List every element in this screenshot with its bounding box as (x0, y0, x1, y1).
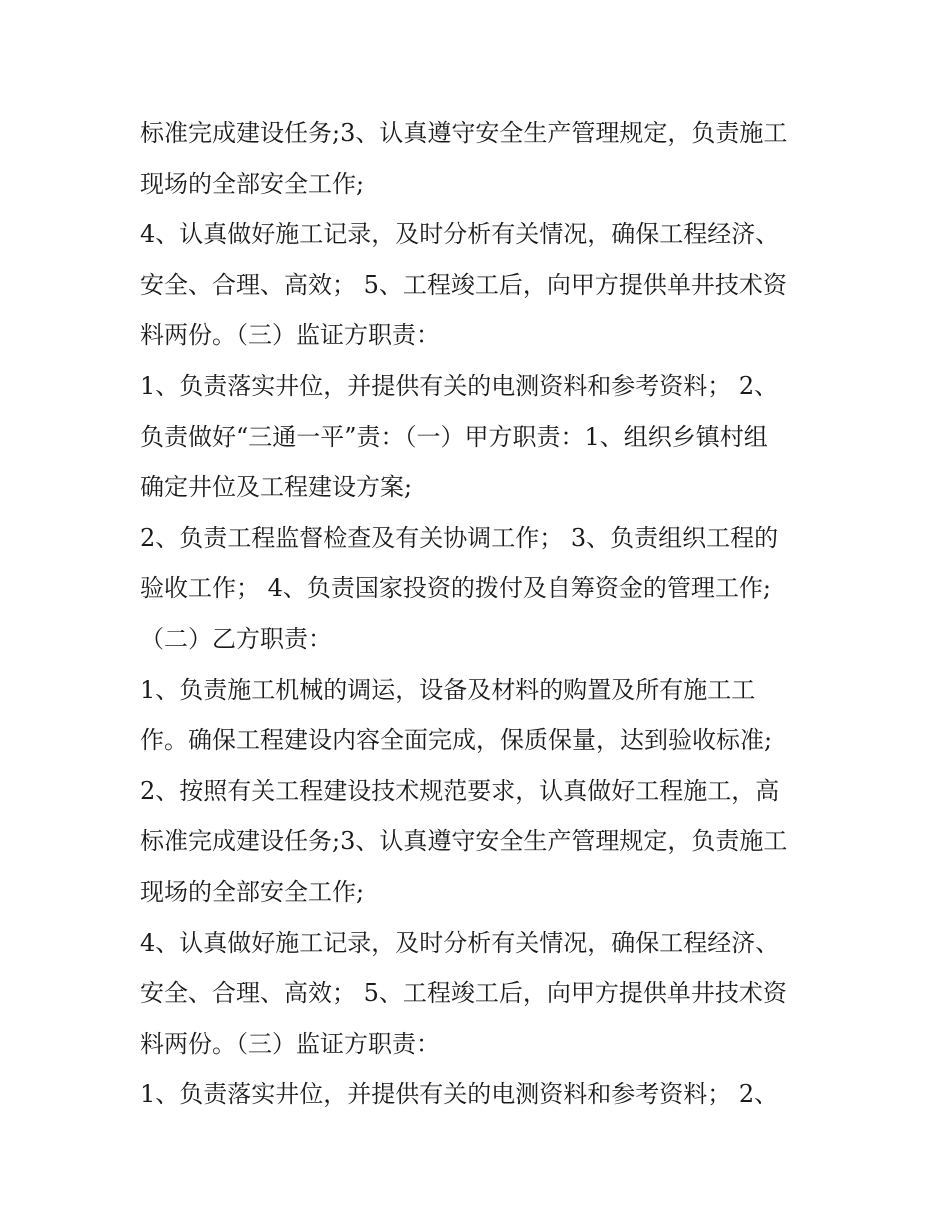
text-line: 作。确保工程建设内容全面完成，保质保量，达到验收标准; (140, 726, 773, 755)
text-line: 现场的全部安全工作; (140, 169, 365, 198)
text-line: 负责做好“三通一平”责：（一）甲方职责：1、组织乡镇村组 (140, 422, 768, 451)
text-line: 料两份。（三）监证方职责： (140, 1029, 440, 1058)
text-line: 1、负责落实井位，并提供有关的电测资料和参考资料； 2、 (140, 371, 779, 400)
text-line: 现场的全部安全工作; (140, 877, 365, 906)
text-line: 标准完成建设任务;3、认真遵守安全生产管理规定，负责施工 (140, 119, 788, 147)
text-line: （二）乙方职责： (140, 624, 332, 653)
text-line: 2、按照有关工程建设技术规范要求，认真做好工程施工，高 (140, 776, 780, 805)
text-line: 1、负责落实井位，并提供有关的电测资料和参考资料； 2、 (140, 1080, 779, 1109)
text-line: 安全、合理、高效； 5、工程竣工后，向甲方提供单井技术资 (140, 270, 787, 299)
text-line: 料两份。（三）监证方职责： (140, 321, 440, 350)
text-line: 验收工作； 4、负责国家投资的拨付及自筹资金的管理工作; (140, 574, 771, 603)
text-line: 确定井位及工程建设方案; (140, 473, 413, 502)
text-line: 安全、合理、高效； 5、工程竣工后，向甲方提供单井技术资 (140, 979, 787, 1008)
text-line: 标准完成建设任务;3、认真遵守安全生产管理规定，负责施工 (140, 827, 788, 856)
text-line: 4、认真做好施工记录，及时分析有关情况，确保工程经济、 (140, 220, 780, 249)
text-line: 2、负责工程监督检查及有关协调工作； 3、负责组织工程的 (140, 523, 779, 552)
text-line: 4、认真做好施工记录，及时分析有关情况，确保工程经济、 (140, 928, 780, 957)
text-line: 1、负责施工机械的调运，设备及材料的购置及所有施工工 (140, 675, 756, 704)
body-text (140, 108, 830, 1120)
